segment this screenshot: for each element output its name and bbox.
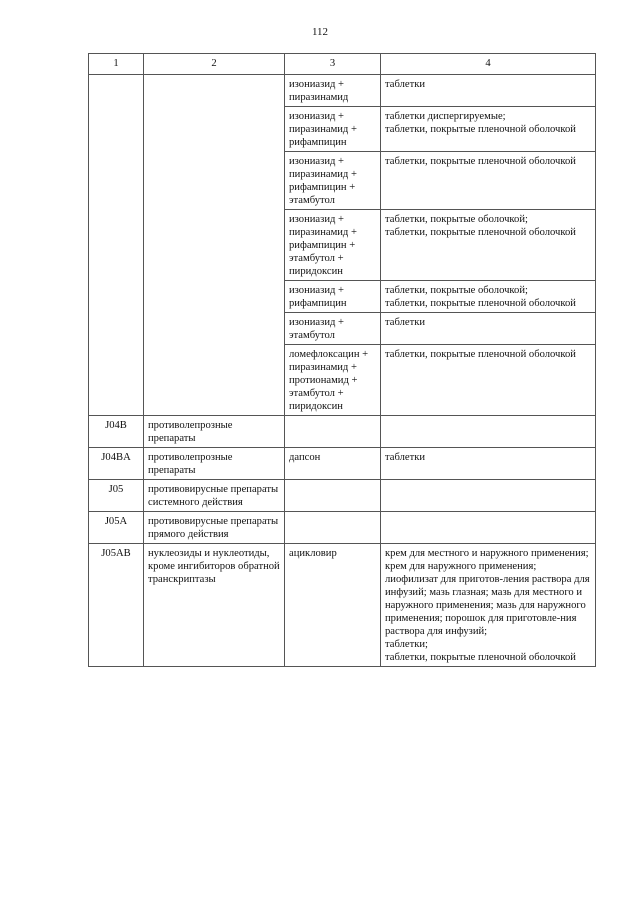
drug-name-cell [285, 512, 381, 544]
drug-name-cell: изониазид + пиразинамид + рифампицин + этамбутол + пиридоксин [285, 210, 381, 281]
dosage-form-text: таблетки, покрытые пленочной оболочкой [385, 156, 576, 167]
drug-table [88, 53, 596, 667]
group-name-cell: нуклеозиды и нуклеотиды, кроме ингибиторов обратной транскриптазы [144, 544, 285, 667]
dosage-form-text: таблетки; [385, 639, 428, 650]
drug-name-cell: изониазид + рифампицин [285, 281, 381, 313]
dosage-forms-cell [381, 416, 596, 448]
drug-name-cell: изониазид + пиразинамид + рифампицин [285, 107, 381, 152]
atc-code-cell: J05 [89, 480, 144, 512]
dosage-forms-cell [381, 544, 596, 667]
dosage-form-text: таблетки, покрытые пленочной оболочкой [385, 349, 576, 360]
dosage-form-text: таблетки [385, 79, 426, 90]
drug-name-cell [285, 480, 381, 512]
dosage-form-text: таблетки, покрытые пленочной оболочкой [385, 652, 576, 663]
dosage-forms-cell [381, 75, 596, 107]
drug-name-cell: ломефлоксацин + пиразинамид + протионамид + этамбутол + пиридоксин [285, 345, 381, 416]
dosage-forms-cell [381, 281, 596, 313]
dosage-form-text: крем для местного и наружного применения; крем для наружного применения; лиофилизат для приготов-ления раствора для инфузий; мазь глазная; мазь для местного и наружного применения; мазь для наружного применения; порошок для приготовле-ния раствора для инфузий; [385, 548, 590, 637]
dosage-forms-cell [381, 313, 596, 345]
atc-code-cell: J04BA [89, 448, 144, 480]
table-row [89, 480, 596, 512]
dosage-forms-cell [381, 210, 596, 281]
page-number: 112 [311, 26, 329, 38]
group-name-cell [144, 75, 285, 416]
dosage-forms-cell [381, 448, 596, 480]
column-header-1: 1 [89, 54, 144, 75]
atc-code-cell: J05AB [89, 544, 144, 667]
column-header-3: 3 [285, 54, 381, 75]
atc-code-cell [89, 75, 144, 416]
table-header-row [89, 54, 596, 75]
dosage-forms-cell [381, 480, 596, 512]
dosage-forms-cell [381, 345, 596, 416]
dosage-form-text: таблетки, покрытые пленочной оболочкой [385, 298, 576, 309]
dosage-form-text: таблетки, покрытые оболочкой; [385, 214, 528, 225]
atc-code-cell: J04B [89, 416, 144, 448]
group-name-cell: противовирусные препараты системного действия [144, 480, 285, 512]
dosage-form-text: таблетки, покрытые оболочкой; [385, 285, 528, 296]
table-row [89, 75, 596, 107]
table-row [89, 512, 596, 544]
drug-name-cell: дапсон [285, 448, 381, 480]
dosage-form-text: таблетки, покрытые пленочной оболочкой [385, 124, 576, 135]
table-row [89, 544, 596, 667]
table-body [89, 75, 596, 667]
drug-name-cell: изониазид + пиразинамид + рифампицин + этамбутол [285, 152, 381, 210]
group-name-cell: противовирусные препараты прямого действия [144, 512, 285, 544]
group-name-cell: противолепрозные препараты [144, 448, 285, 480]
dosage-form-text: таблетки диспергируемые; [385, 111, 506, 122]
dosage-form-text: таблетки [385, 317, 426, 328]
atc-code-cell: J05A [89, 512, 144, 544]
drug-name-cell [285, 416, 381, 448]
column-header-2: 2 [144, 54, 285, 75]
dosage-forms-cell [381, 152, 596, 210]
dosage-forms-cell [381, 512, 596, 544]
drug-name-cell: ацикловир [285, 544, 381, 667]
table-row [89, 416, 596, 448]
group-name-cell: противолепрозные препараты [144, 416, 285, 448]
drug-name-cell: изониазид + этамбутол [285, 313, 381, 345]
dosage-form-text: таблетки, покрытые пленочной оболочкой [385, 227, 576, 238]
drug-name-cell: изониазид + пиразинамид [285, 75, 381, 107]
column-header-4: 4 [381, 54, 596, 75]
dosage-forms-cell [381, 107, 596, 152]
dosage-form-text: таблетки [385, 452, 426, 463]
table-row [89, 448, 596, 480]
